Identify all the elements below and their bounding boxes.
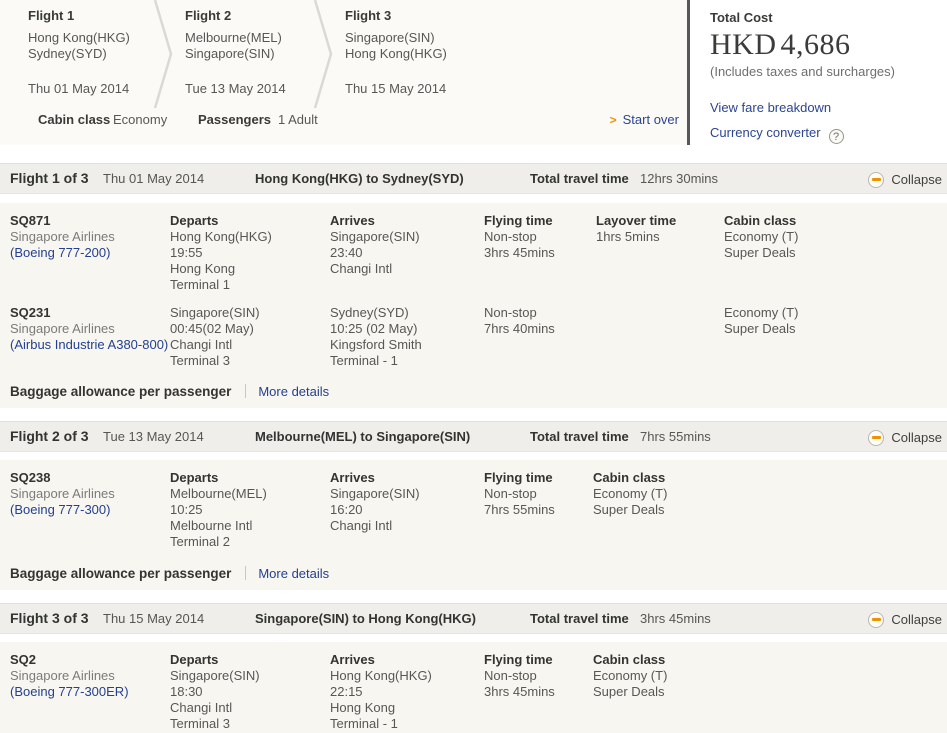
total-cost-amount [710,28,944,62]
tab-flight-1[interactable] [28,8,130,96]
depart-city: Hong Kong(HKG) [170,229,272,244]
departs-cell [170,470,330,550]
depart-city: Singapore(SIN) [170,305,260,320]
flight-number: SQ871 [10,213,51,228]
airline-name: Singapore Airlines [10,229,115,244]
divider [245,566,246,580]
fare-type: Super Deals [724,321,796,336]
section-route: Singapore(SIN) to Hong Kong(HKG) [255,611,476,626]
tab-flight-3-from: Singapore(SIN) [345,30,435,45]
arrive-airport: Hong Kong [330,700,396,715]
tab-flight-1-from: Hong Kong(HKG) [28,30,130,45]
cabin-code: Economy (T) [593,668,668,683]
stops: Non-stop [484,229,537,244]
flying-time-cell [484,213,596,261]
fare-type: Super Deals [593,684,665,699]
arrives-cell [330,652,484,732]
collapse-label: Collapse [891,612,942,627]
fare-type: Super Deals [593,502,665,517]
departs-header: Departs [170,652,219,667]
flight-id-cell [10,305,170,353]
aircraft-link[interactable]: (Airbus Industrie A380-800) [10,337,169,352]
segment-row [10,213,947,293]
total-travel-time-value: 12hrs 30mins [640,171,719,186]
section-route: Hong Kong(HKG) to Sydney(SYD) [255,171,464,186]
currency-converter-link[interactable] [710,125,944,144]
flight-number: SQ238 [10,470,51,485]
arrive-city: Singapore(SIN) [330,229,420,244]
flight-number: SQ2 [10,652,37,667]
section-title: Flight 2 of 3 [10,428,89,444]
segment-row [10,652,947,732]
arrive-city: Hong Kong(HKG) [330,668,432,683]
depart-airport: Hong Kong [170,261,236,276]
total-travel-time-label: Total travel time [530,611,629,626]
aircraft-link[interactable]: (Boeing 777-200) [10,245,111,260]
depart-city: Singapore(SIN) [170,668,260,683]
divider [245,384,246,398]
more-details-link[interactable]: More details [258,565,330,581]
flight-2-section-header [0,421,947,452]
section-date: Thu 15 May 2014 [103,611,205,626]
depart-terminal: Terminal 1 [170,277,230,292]
flying-time-cell [484,652,593,700]
currency-code: HKD [710,28,777,61]
arrive-time: 23:40 [330,245,363,260]
total-travel-time-value: 7hrs 55mins [640,429,711,444]
depart-time: 10:25 [170,502,203,517]
cabin-class-cell [724,305,798,337]
flying-time-header: Flying time [484,470,553,485]
view-fare-breakdown-link[interactable]: View fare breakdown [710,100,832,115]
stops: Non-stop [484,668,537,683]
layover-cell [596,213,724,245]
layover-duration: 1hrs 5mins [596,229,660,244]
taxes-note: (Includes taxes and surcharges) [710,64,895,79]
trip-summary-panel [0,0,690,145]
tab-flight-2[interactable] [185,8,286,96]
baggage-row [10,382,947,400]
arrives-header: Arrives [330,470,375,485]
aircraft-link[interactable]: (Boeing 777-300) [10,502,111,517]
departs-cell [170,652,330,732]
duration: 7hrs 55mins [484,502,555,517]
arrive-airport: Changi Intl [330,261,393,276]
arrive-time: 10:25 (02 May) [330,321,418,336]
depart-airport: Changi Intl [170,337,233,352]
total-cost-panel [690,0,944,145]
collapse-minus-icon [868,612,884,628]
arrive-time: 16:20 [330,502,363,517]
collapse-minus-icon [868,172,884,188]
start-over-chevron-icon: > [609,113,617,127]
section-date: Thu 01 May 2014 [103,171,205,186]
collapse-minus-icon [868,430,884,446]
flying-time-cell [484,305,596,337]
depart-airport: Melbourne Intl [170,518,253,533]
duration: 3hrs 45mins [484,684,555,699]
arrives-cell [330,213,484,277]
tab-flight-2-to: Singapore(SIN) [185,46,275,61]
cabin-class-header: Cabin class [593,470,666,485]
section-date: Tue 13 May 2014 [103,429,204,444]
cabin-class-cell [593,652,667,700]
arrive-city: Sydney(SYD) [330,305,409,320]
arrives-header: Arrives [330,213,375,228]
flight-id-cell [10,652,170,700]
duration: 7hrs 40mins [484,321,555,336]
section-route: Melbourne(MEL) to Singapore(SIN) [255,429,471,444]
duration: 3hrs 45mins [484,245,555,260]
layover-header: Layover time [596,213,677,228]
passengers-label: Passengers [198,112,271,127]
tab-flight-2-title: Flight 2 [185,8,232,23]
total-cost-title: Total Cost [710,10,773,25]
flight-tabs [0,0,687,108]
tab-flight-3-title: Flight 3 [345,8,392,23]
tab-flight-1-title: Flight 1 [28,8,75,23]
arrives-header: Arrives [330,652,375,667]
cabin-class-label: Cabin class [38,112,111,127]
departs-header: Departs [170,470,219,485]
stops: Non-stop [484,305,537,320]
arrive-time: 22:15 [330,684,363,699]
tab-flight-2-date: Tue 13 May 2014 [185,81,286,96]
airline-name: Singapore Airlines [10,668,115,683]
total-travel-time-value: 3hrs 45mins [640,611,711,626]
depart-time: 18:30 [170,684,203,699]
flying-time-cell [484,470,593,518]
tab-flight-1-to: Sydney(SYD) [28,46,107,61]
help-icon[interactable]: ? [829,129,844,144]
airline-name: Singapore Airlines [10,486,115,501]
segment-row [10,305,947,369]
chevron-separator-icon [312,0,336,108]
cabin-class-value: Economy [113,112,168,127]
segment-row [10,470,947,550]
flight-1-section-header [0,163,947,194]
arrive-airport: Changi Intl [330,518,393,533]
arrive-airport: Kingsford Smith [330,337,422,352]
cabin-code: Economy (T) [724,305,799,320]
trip-summary-bar [0,112,687,145]
baggage-allowance-label: Baggage allowance per passenger [10,383,232,399]
collapse-label: Collapse [891,430,942,445]
aircraft-link[interactable]: (Boeing 777-300ER) [10,684,129,699]
cabin-class-cell [593,470,667,518]
fare-type: Super Deals [724,245,796,260]
flying-time-header: Flying time [484,652,553,667]
arrive-city: Singapore(SIN) [330,486,420,501]
depart-terminal: Terminal 3 [170,716,230,731]
arrives-cell [330,470,484,534]
cabin-class-cell [724,213,798,261]
collapse-button[interactable] [868,164,942,195]
tab-flight-1-date: Thu 01 May 2014 [28,81,130,96]
amount-value: 4,686 [780,28,851,61]
top-row [0,0,947,145]
more-details-link[interactable]: More details [258,383,330,399]
flight-3-section-header [0,603,947,634]
arrive-terminal: Terminal - 1 [330,353,398,368]
section-title: Flight 3 of 3 [10,610,89,626]
section-title: Flight 1 of 3 [10,170,89,186]
total-travel-time-label: Total travel time [530,429,629,444]
depart-time: 00:45(02 May) [170,321,254,336]
arrive-terminal: Terminal - 1 [330,716,398,731]
baggage-row [10,564,947,582]
flight-1-details [0,203,947,408]
airline-name: Singapore Airlines [10,321,115,336]
collapse-button[interactable] [868,422,942,453]
flight-id-cell [10,470,170,518]
cabin-class-header: Cabin class [724,213,797,228]
cabin-class-header: Cabin class [593,652,666,667]
tab-flight-3-to: Hong Kong(HKG) [345,46,447,61]
departs-cell [170,213,330,293]
tab-flight-3-date: Thu 15 May 2014 [345,81,447,96]
baggage-allowance-label: Baggage allowance per passenger [10,565,232,581]
start-over-label: Start over [622,112,679,127]
collapse-label: Collapse [891,172,942,187]
flight-id-cell [10,213,170,261]
stops: Non-stop [484,486,537,501]
collapse-button[interactable] [868,604,942,635]
currency-converter-label: Currency converter [710,125,821,140]
departs-header: Departs [170,213,219,228]
flight-2-details [0,460,947,590]
depart-city: Melbourne(MEL) [170,486,267,501]
depart-time: 19:55 [170,245,203,260]
depart-terminal: Terminal 2 [170,534,230,549]
arrives-cell [330,305,484,369]
flight-3-details [0,642,947,733]
flight-number: SQ231 [10,305,51,320]
tab-flight-2-from: Melbourne(MEL) [185,30,282,45]
cabin-code: Economy (T) [724,229,799,244]
start-over-link[interactable] [610,112,679,127]
tab-flight-3[interactable] [345,8,447,96]
passengers-value: 1 Adult [278,112,318,127]
chevron-separator-icon [152,0,176,108]
total-travel-time-label: Total travel time [530,171,629,186]
depart-terminal: Terminal 3 [170,353,230,368]
depart-airport: Changi Intl [170,700,233,715]
departs-cell [170,305,330,369]
cabin-code: Economy (T) [593,486,668,501]
flying-time-header: Flying time [484,213,553,228]
